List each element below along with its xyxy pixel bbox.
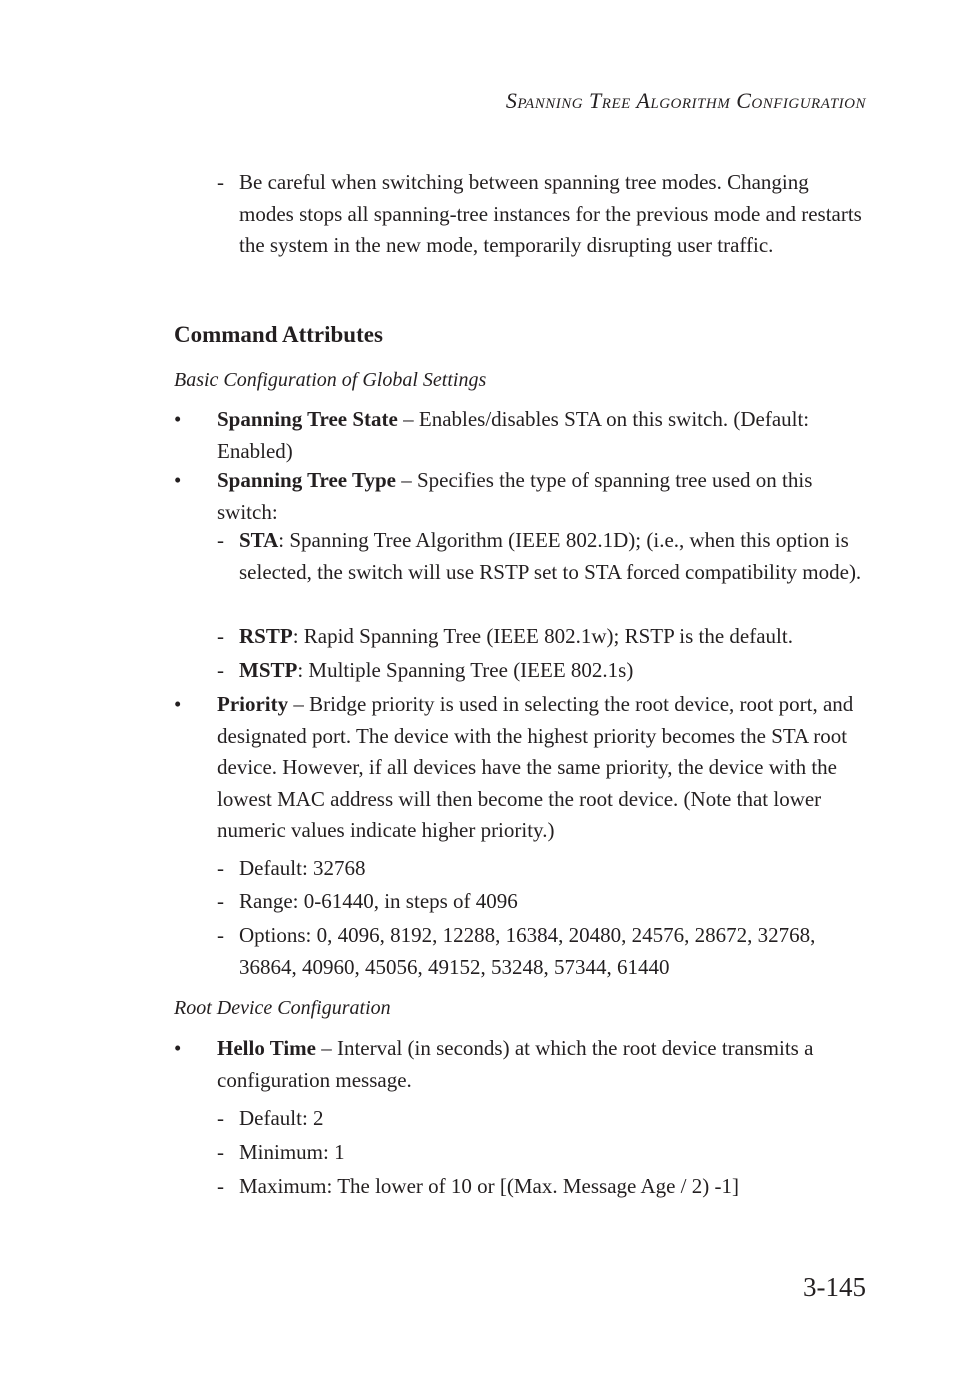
bullet-hello-time — [174, 1033, 866, 1096]
priority-default-text: Default: 32768 — [239, 856, 366, 880]
bullet-char: • — [174, 1036, 182, 1060]
basic-subheading: Basic Configuration of Global Settings — [174, 369, 487, 391]
hello-minimum — [217, 1137, 867, 1169]
hello-default-text: Default: 2 — [239, 1106, 324, 1130]
bullet-char: • — [174, 468, 182, 492]
dash: - — [217, 1106, 224, 1130]
hello-minimum-text: Minimum: 1 — [239, 1140, 345, 1164]
desc-spanning-tree-state: – Enables/disables STA on this switch. (Default: Enabled) — [217, 407, 810, 463]
bullet-priority — [174, 689, 866, 847]
term-hello-time: Hello Time — [217, 1036, 316, 1060]
hello-maximum-text: Maximum: The lower of 10 or [(Max. Message Age / 2) -1] — [239, 1174, 740, 1198]
option-sta — [217, 525, 867, 588]
option-text — [239, 655, 867, 687]
term-rstp: RSTP — [239, 624, 293, 648]
desc-mstp: : Multiple Spanning Tree (IEEE 802.1s) — [297, 658, 634, 682]
intro-dash: - — [217, 170, 224, 194]
term-priority: Priority — [217, 692, 289, 716]
term-sta: STA — [239, 528, 279, 552]
dash: - — [217, 889, 224, 913]
priority-default — [217, 853, 867, 885]
header-onfiguration: onfiguration — [751, 88, 866, 113]
priority-range-text: Range: 0-61440, in steps of 4096 — [239, 889, 518, 913]
intro-note — [217, 167, 867, 262]
dash: - — [217, 1140, 224, 1164]
option-rstp — [217, 621, 867, 653]
section-heading: Command Attributes — [174, 322, 383, 347]
header-panning: panning — [517, 88, 584, 113]
dash: - — [217, 856, 224, 880]
bullet-text — [217, 689, 866, 847]
root-subheading: Root Device Configuration — [174, 997, 391, 1019]
page-number: 3-145 — [803, 1272, 866, 1302]
bullet-text — [217, 465, 866, 528]
header-ree: ree — [601, 88, 631, 113]
bullet-char: • — [174, 407, 182, 431]
bullet-spanning-tree-state — [174, 404, 866, 467]
priority-range — [217, 886, 867, 918]
priority-options-text: Options: 0, 4096, 8192, 12288, 16384, 20480, 24576, 28672, 32768, 36864, 40960, 45056, 49152, 53248, 57344, 61440 — [239, 923, 816, 979]
desc-sta: : Spanning Tree Algorithm (IEEE 802.1D); (i.e., when this option is selected, the switch will use RSTP set to STA forced compatibility mode). — [239, 528, 862, 584]
option-text — [239, 525, 867, 588]
header-c: C — [736, 88, 752, 113]
header-t: T — [589, 88, 602, 113]
bullet-text — [217, 404, 866, 467]
header-a: A — [636, 88, 651, 113]
bullet-char: • — [174, 692, 182, 716]
term-mstp: MSTP — [239, 658, 298, 682]
desc-rstp: : Rapid Spanning Tree (IEEE 802.1w); RSTP is the default. — [292, 624, 793, 648]
hello-maximum — [217, 1171, 867, 1203]
hello-default — [217, 1103, 867, 1135]
term-spanning-tree-state: Spanning Tree State — [217, 407, 398, 431]
dash: - — [217, 658, 224, 682]
option-mstp — [217, 655, 867, 687]
desc-hello-time: – Interval (in seconds) at which the root device transmits a configuration message. — [217, 1036, 814, 1092]
bullet-text — [217, 1033, 866, 1096]
priority-options — [217, 920, 867, 983]
intro-text: Be careful when switching between spanning tree modes. Changing modes stops all spanning-tree instances for the previous mode and restarts the system in the new mode, temporarily disrupting user traffic. — [239, 170, 862, 257]
desc-spanning-tree-type: – Specifies the type of spanning tree used on this switch: — [217, 468, 813, 524]
dash: - — [217, 624, 224, 648]
bullet-spanning-tree-type — [174, 465, 866, 528]
dash: - — [217, 1174, 224, 1198]
header-lgorithm: lgorithm — [650, 88, 731, 113]
header-s: S — [505, 88, 518, 113]
option-text — [239, 621, 867, 653]
term-spanning-tree-type: Spanning Tree Type — [217, 468, 396, 492]
desc-priority: – Bridge priority is used in selecting the root device, root port, and designated port. The device with the highest priority becomes the STA root device. However, if all devices have the same priority, the device with the lowest MAC address will then become the root device. (Note that lower numeric values indicate higher priority.) — [217, 692, 854, 842]
dash: - — [217, 923, 224, 947]
dash: - — [217, 528, 224, 552]
running-header — [506, 88, 866, 114]
